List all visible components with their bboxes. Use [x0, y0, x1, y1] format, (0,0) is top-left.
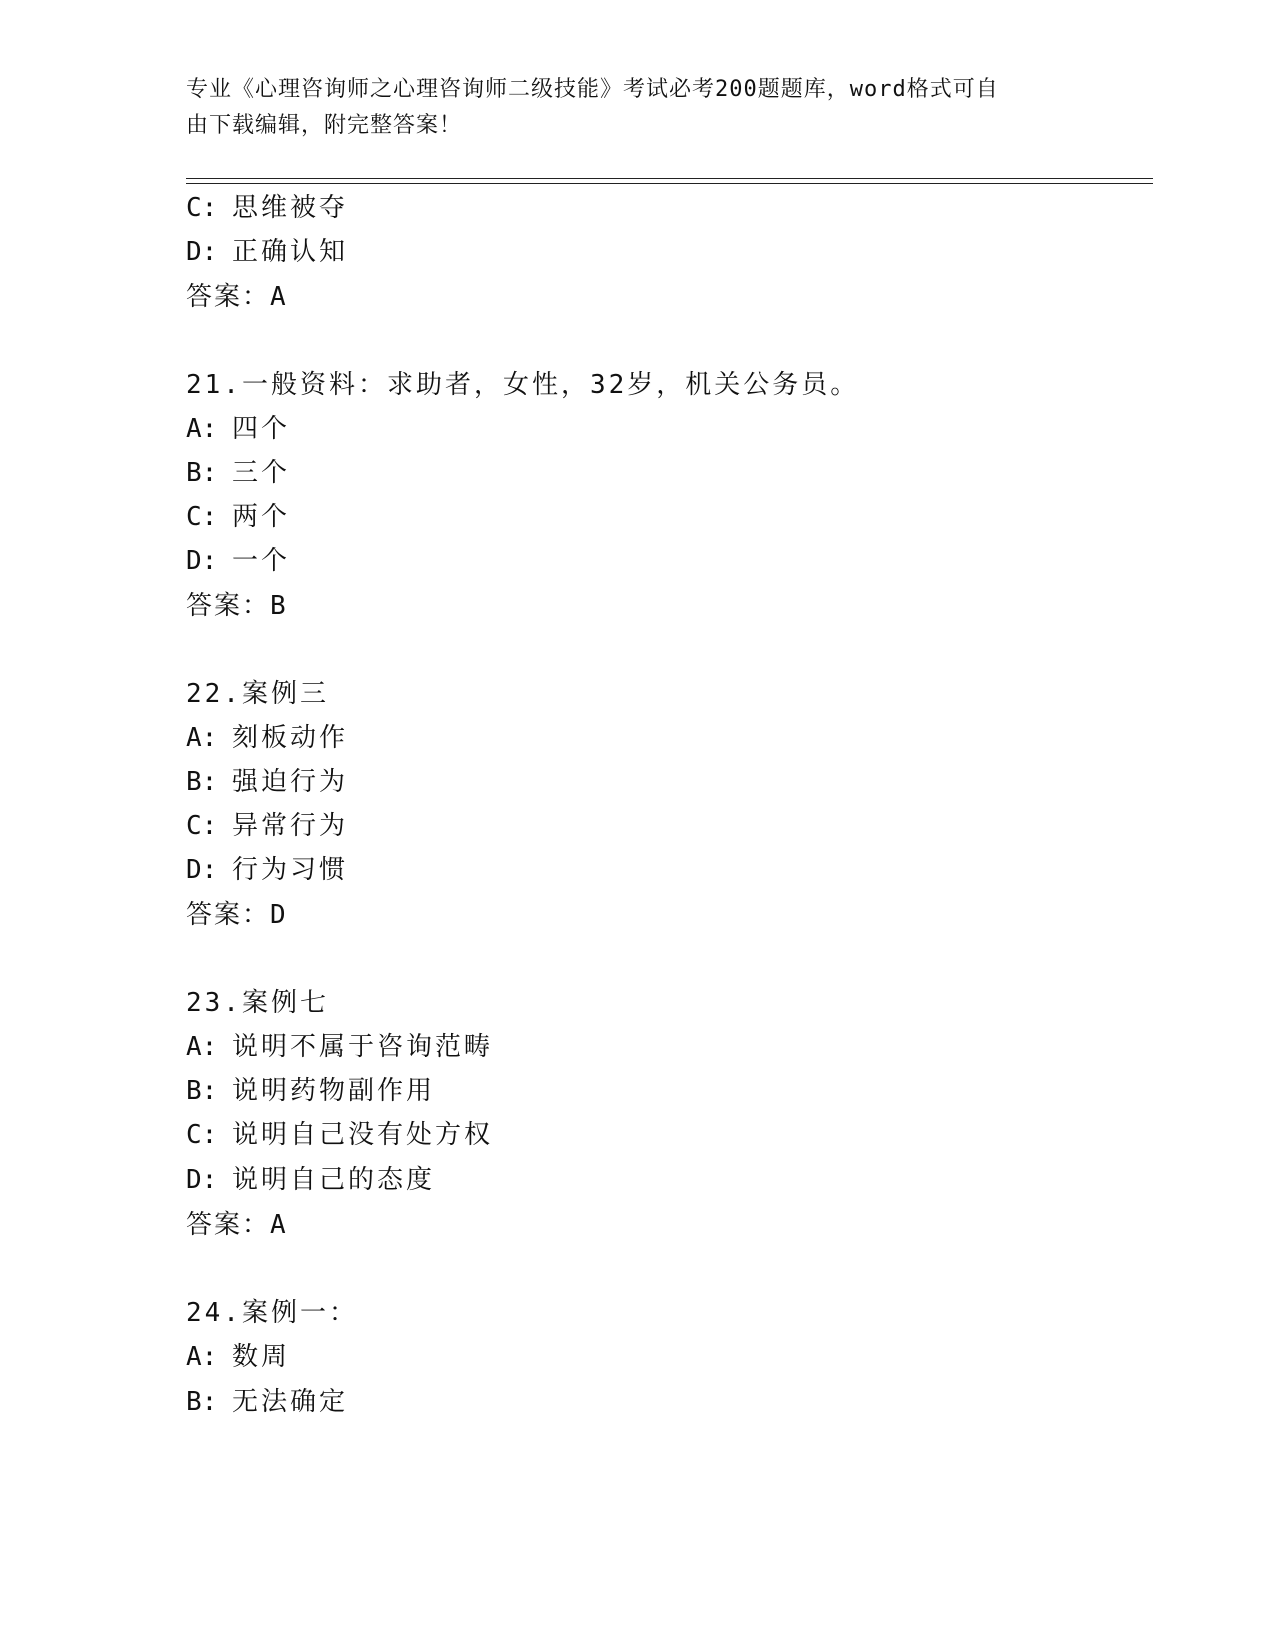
option-text: 强迫行为	[232, 767, 349, 797]
option-d	[186, 1160, 435, 1200]
question-22-stem: 22.案例三	[186, 679, 329, 709]
option-label: D:	[186, 855, 218, 885]
option-label: A:	[186, 1342, 218, 1372]
option-a	[186, 1027, 493, 1067]
option-label: C:	[186, 811, 218, 841]
option-c	[186, 188, 348, 228]
option-c	[186, 1115, 493, 1155]
option-text: 一个	[232, 546, 291, 576]
header-divider-bottom	[186, 183, 1153, 184]
option-label: B:	[186, 458, 218, 488]
option-label: D:	[186, 237, 218, 267]
option-label: B:	[186, 767, 218, 797]
question-24-stem: 24.案例一：	[186, 1298, 358, 1328]
option-a	[186, 1337, 290, 1377]
option-b	[186, 453, 290, 493]
header-line-1: 专业《心理咨询师之心理咨询师二级技能》考试必考200题题库，word格式可自	[186, 77, 999, 102]
option-text: 三个	[232, 458, 291, 488]
option-text: 正确认知	[232, 237, 349, 267]
option-text: 说明不属于咨询范畴	[232, 1032, 494, 1062]
option-text: 刻板动作	[232, 723, 349, 753]
header-line-2: 由下载编辑，附完整答案！	[186, 113, 463, 138]
option-label: C:	[186, 502, 218, 532]
option-c	[186, 806, 348, 846]
answer-line: 答案：A	[186, 1210, 288, 1240]
option-text: 无法确定	[232, 1387, 349, 1417]
question-23-stem: 23.案例七	[186, 988, 329, 1018]
option-label: B:	[186, 1076, 218, 1106]
option-text: 说明药物副作用	[232, 1076, 436, 1106]
option-a	[186, 409, 290, 449]
option-label: B:	[186, 1387, 218, 1417]
option-text: 四个	[232, 414, 291, 444]
option-d	[186, 541, 290, 581]
option-label: A:	[186, 723, 218, 753]
option-text: 两个	[232, 502, 291, 532]
option-label: A:	[186, 1032, 218, 1062]
question-21-stem: 21.一般资料：求助者，女性，32岁，机关公务员。	[186, 370, 860, 400]
option-text: 说明自己没有处方权	[232, 1120, 494, 1150]
option-label: D:	[186, 546, 218, 576]
header-divider-top	[186, 178, 1153, 179]
answer-line: 答案：B	[186, 591, 288, 621]
option-b	[186, 1382, 348, 1422]
document-header	[186, 72, 1086, 144]
option-label: C:	[186, 1120, 218, 1150]
option-label: A:	[186, 414, 218, 444]
option-label: D:	[186, 1165, 218, 1195]
option-label: C:	[186, 193, 218, 223]
option-text: 行为习惯	[232, 855, 349, 885]
option-text: 异常行为	[232, 811, 349, 841]
answer-line: 答案：D	[186, 900, 288, 930]
option-text: 说明自己的态度	[232, 1165, 436, 1195]
option-a	[186, 718, 348, 758]
option-text: 思维被夺	[232, 193, 349, 223]
option-d	[186, 232, 348, 272]
option-b	[186, 762, 348, 802]
option-b	[186, 1071, 435, 1111]
option-c	[186, 497, 290, 537]
option-d	[186, 850, 348, 890]
option-text: 数周	[232, 1342, 291, 1372]
answer-line: 答案：A	[186, 282, 288, 312]
